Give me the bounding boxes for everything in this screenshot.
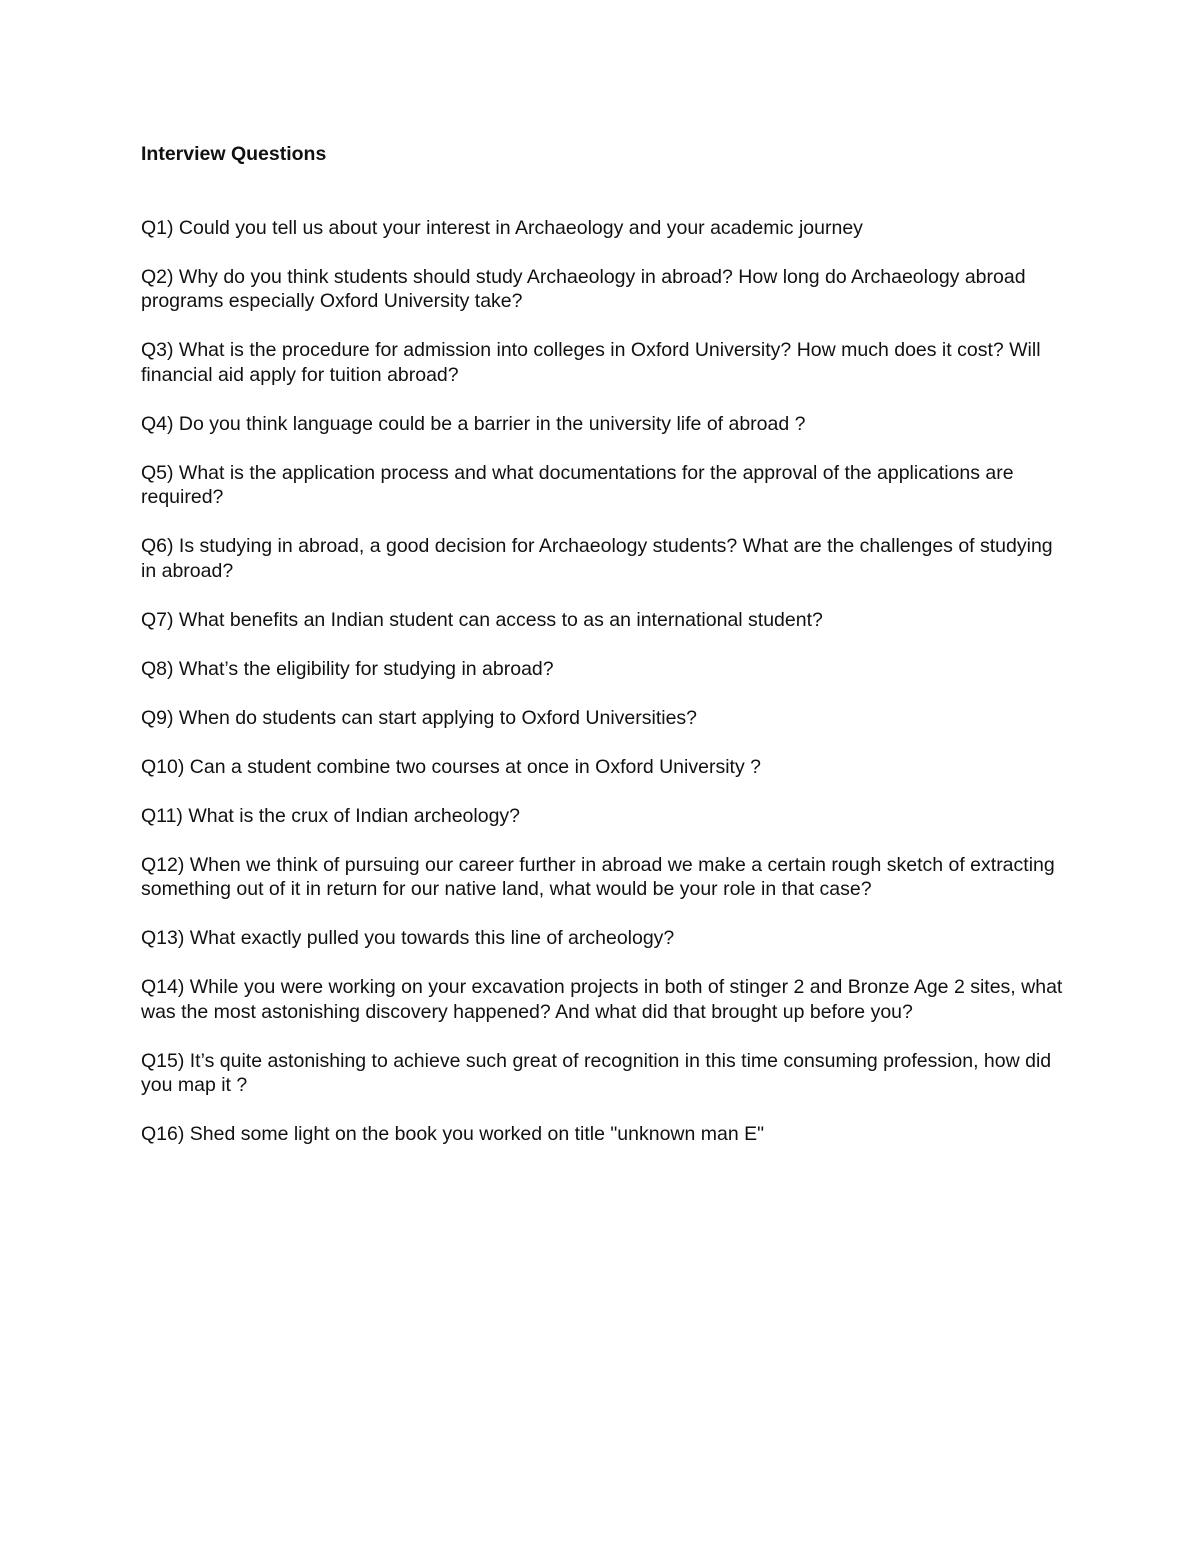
- question-16: Q16) Shed some light on the book you worked on title "unknown man E": [141, 1123, 765, 1145]
- question-6: Q6) Is studying in abroad, a good decision for Archaeology students? What are the challenges of studying in abroad?: [141, 535, 1053, 582]
- question-2: Q2) Why do you think students should study Archaeology in abroad? How long do Archaeology abroad programs especially Oxford University take?: [141, 265, 1026, 312]
- question-9: Q9) When do students can start applying to Oxford Universities?: [141, 706, 698, 729]
- document-title: Interview Questions: [141, 143, 327, 165]
- question-3: Q3) What is the procedure for admission into colleges in Oxford University? How much does it cost? Will financial aid apply for tuition abroad?: [141, 339, 1041, 386]
- question-10: Q10) Can a student combine two courses at once in Oxford University ?: [141, 755, 761, 778]
- question-11: Q11) What is the crux of Indian archeology?: [141, 804, 521, 827]
- question-13: Q13) What exactly pulled you towards this line of archeology?: [141, 927, 675, 949]
- question-1: Q1) Could you tell us about your interest in Archaeology and your academic journey: [141, 216, 863, 239]
- question-12: Q12) When we think of pursuing our career further in abroad we make a certain rough sketch of extracting something out of it in return for our native land, what would be your role in that case?: [141, 853, 1055, 900]
- question-4: Q4) Do you think language could be a barrier in the university life of abroad ?: [141, 412, 806, 435]
- document-body: [141, 142, 1071, 1171]
- question-7: Q7) What benefits an Indian student can access to as an international student?: [141, 608, 823, 631]
- question-14: Q14) While you were working on your excavation projects in both of stinger 2 and Bronze Age 2 sites, what was the most astonishing discovery happened? And what did that brought up before you?: [141, 976, 1063, 1023]
- question-5: Q5) What is the application process and what documentations for the approval of the applications are required?: [141, 461, 1014, 508]
- question-15: Q15) It’s quite astonishing to achieve such great of recognition in this time consuming profession, how did you map it ?: [141, 1049, 1052, 1096]
- question-8: Q8) What’s the eligibility for studying in abroad?: [141, 657, 554, 680]
